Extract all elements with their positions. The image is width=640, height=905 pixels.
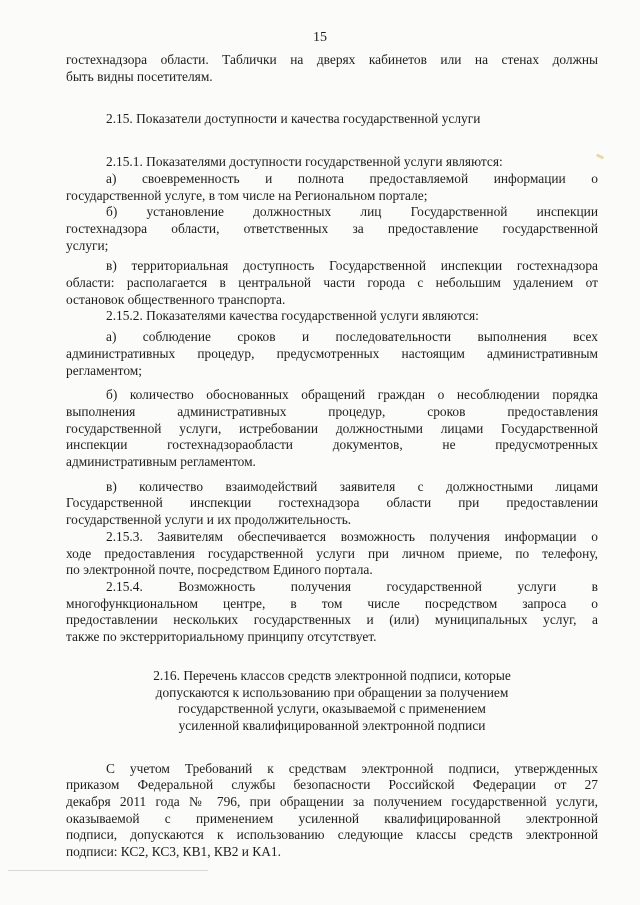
text-line: подписи, допускаются к использованию следующие классы средств электронной xyxy=(66,827,598,843)
text-line: 2.15.1. Показателями доступности государственной услуги являются: xyxy=(106,154,503,170)
section-heading-2-16 xyxy=(66,668,598,735)
paragraph-2-16 xyxy=(66,761,598,861)
heading-line: усиленной квалифицированной электронной подписи xyxy=(178,717,486,733)
text-line: С учетом Требований к средствам электронной подписи, утвержденных xyxy=(106,760,598,776)
text-line: в) количество взаимодействий заявителя с должностными лицами xyxy=(106,478,598,494)
text-line: государственной услуги и их продолжительность. xyxy=(66,512,352,528)
heading-line: допускаются к использованию при обращении за получением xyxy=(155,684,509,700)
paragraph-2-15-2 xyxy=(66,308,598,528)
text-line: Государственной инспекции гостехнадзора области при предоставлении xyxy=(66,495,598,511)
text-line: административных процедур, предусмотренных настоящим административным xyxy=(66,345,598,361)
text-line: а) своевременность и полнота предоставляемой информации о xyxy=(106,170,598,186)
text-line: 2.15.4. Возможность получения государственной услуги в xyxy=(106,578,598,594)
page-number: 15 xyxy=(313,30,327,45)
section-heading-2-15: 2.15. Показатели доступности и качества государственной услуги xyxy=(106,111,481,127)
intro-paragraph xyxy=(66,52,598,85)
text-line: государственной услуги, истребовании должностными лицами Государственной xyxy=(66,420,598,436)
text-line: гостехнадзора области, ответственных за предоставление государственной xyxy=(66,220,598,236)
text-line: выполнения административных процедур, сроков предоставления xyxy=(66,403,598,419)
text-line: административным регламентом. xyxy=(66,454,256,470)
text-line: инспекции гостехнадзораобласти документов, не предусмотренных xyxy=(66,437,598,453)
text-line: б) количество обоснованных обращений граждан о несоблюдении порядка xyxy=(106,387,598,403)
text-line: услуги; xyxy=(66,237,109,253)
text-line: 2.15.2. Показателями качества государственной услуги являются: xyxy=(106,308,479,324)
text-line: государственной услуге, в том числе на Региональном портале; xyxy=(66,187,428,203)
text-line: также по экстерриториальному принципу отсутствует. xyxy=(66,629,377,645)
text-line: приказом Федеральной службы безопасности Российской Федерации от 27 xyxy=(66,777,598,793)
text-line: оказываемой с применением усиленной квалифицированной электронной xyxy=(66,810,598,826)
text-line: остановок общественного транспорта. xyxy=(66,291,286,307)
heading-line: 2.16. Перечень классов средств электронной подписи, которые xyxy=(153,667,511,683)
text-line: гостехнадзора области. Таблички на дверях кабинетов или на стенах должны xyxy=(66,52,598,67)
text-line: многофункциональном центре, в том числе посредством запроса о xyxy=(66,595,598,611)
text-line: подписи: КС2, КС3, КВ1, КВ2 и КА1. xyxy=(66,844,281,860)
text-line: по электронной почте, посредством Единого портала. xyxy=(66,562,373,578)
heading-line: государственной услуги, оказываемой с применением xyxy=(178,701,486,717)
text-line: в) территориальная доступность Государственной инспекции гостехнадзора xyxy=(106,258,598,274)
text-line: 2.15.3. Заявителям обеспечивается возможность получения информации о xyxy=(106,528,598,544)
text-line: области: располагается в центральной части города с небольшим удалением от xyxy=(66,275,598,291)
paragraph-2-15-3 xyxy=(66,529,598,579)
scan-edge-line xyxy=(8,870,208,871)
text-line: б) установление должностных лиц Государственной инспекции xyxy=(106,204,598,220)
paragraph-2-15-4 xyxy=(66,579,598,646)
paragraph-2-15-1 xyxy=(66,154,598,308)
text-line: предоставлении нескольких государственных и (или) муниципальных услуг, а xyxy=(66,612,598,628)
text-line: ходе предоставления государственной услуги при личном приеме, по телефону, xyxy=(66,545,598,561)
text-line: декабря 2011 года № 796, при обращении за получением государственной услуги, xyxy=(66,794,598,810)
document-body xyxy=(66,52,598,861)
text-line: регламентом; xyxy=(66,362,142,378)
text-line: быть видны посетителям. xyxy=(66,68,213,84)
text-line: а) соблюдение сроков и последовательности выполнения всех xyxy=(106,329,598,345)
